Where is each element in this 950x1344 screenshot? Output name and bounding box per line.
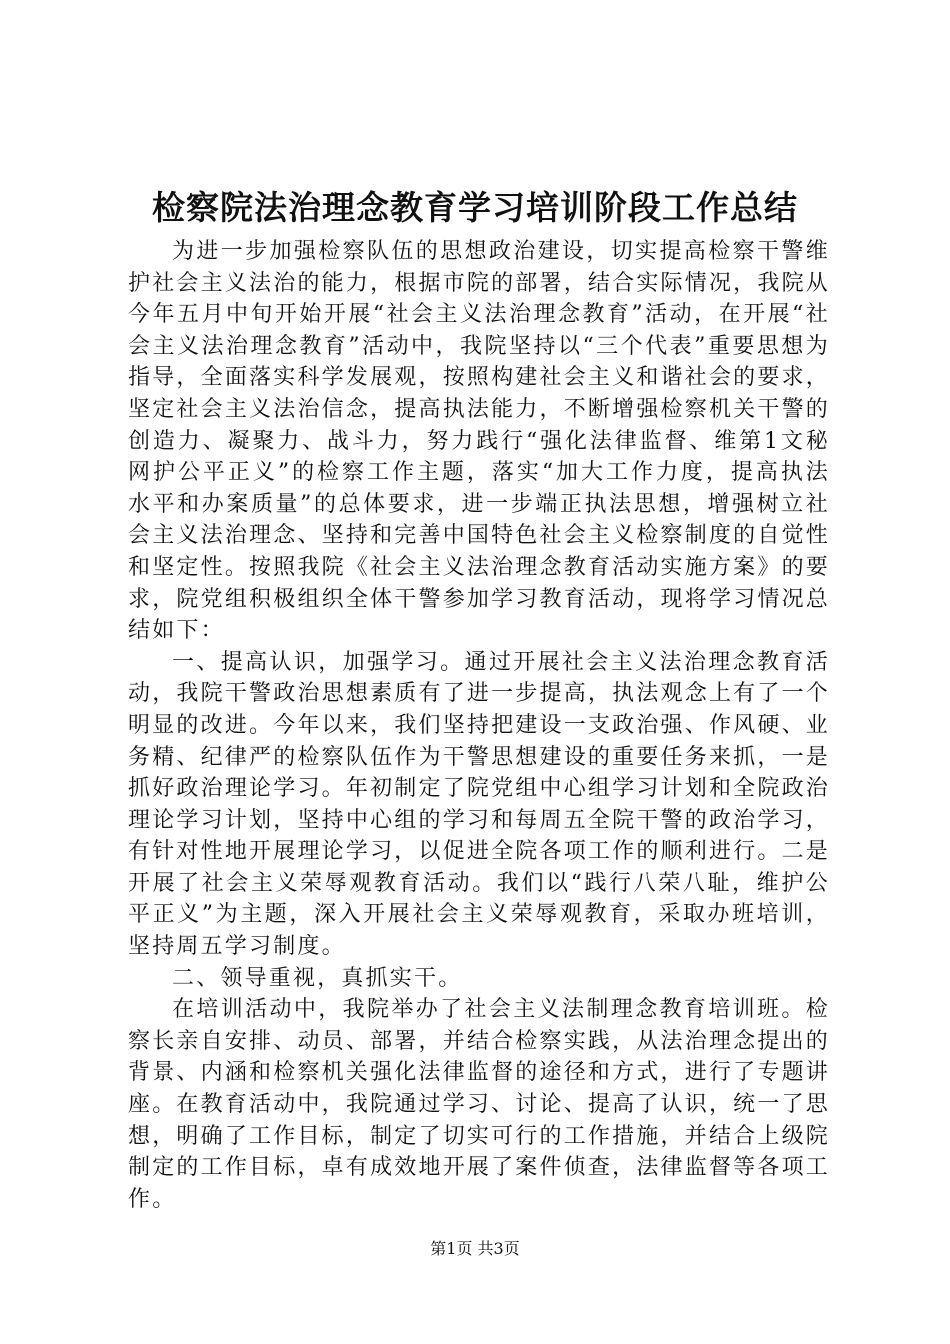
paragraph-intro: 为进一步加强检察队伍的思想政治建设，切实提高检察干警维护社会主义法治的能力，根据市院的部署，结合实际情况，我院从今年五月中旬开始开展“社会主义法治理念教育”活动，在开展“社会主义法治理念教育”活动中，我院坚持以“三个代表”重要思想为指导，全面落实科学发展观，按照构建社会主义和谐社会的要求，坚定社会主义法治信念，提高执法能力，不断增强检察机关干警的创造力、凝聚力、战斗力，努力践行“强化法律监督、维第1文秘网护公平正义”的检察工作主题，落实“加大工作力度，提高执法水平和办案质量”的总体要求，进一步端正执法思想，增强树立社会主义法治理念、坚持和完善中国特色社会主义检察制度的自觉性和坚定性。按照我院《社会主义法治理念教育活动实施方案》的要求，院党组积极组织全体干警参加学习教育活动，现将学习情况总结如下： [128,239,830,644]
paragraph-training: 在培训活动中，我院举办了社会主义法制理念教育培训班。检察长亲自安排、动员、部署，并结合检察实践，从法治理念提出的背景、内涵和检察机关强化法律监督的途径和方式，进行了专题讲座。在教育活动中，我院通过学习、讨论、提高了认识，统一了思想，明确了工作目标，制定了切实可行的工作措施，并结合上级院制定的工作目标，卓有成效地开展了案件侦查，法律监督等各项工作。 [128,997,830,1212]
document-title: 检察院法治理念教育学习培训阶段工作总结 [152,188,798,227]
document-body [128,236,830,1215]
page-number-footer: 第1页 共3页 [430,1239,520,1258]
section-heading-two: 二、领导重视，真抓实干。 [172,965,463,991]
paragraph-section-one: 一、提高认识，加强学习。通过开展社会主义法治理念教育活动，我院干警政治思想素质有了进一步提高，执法观念上有了一个明显的改进。今年以来，我们坚持把建设一支政治强、作风硬、业务精、纪律严的检察队伍作为干警思想建设的重要任务来抓，一是抓好政治理论学习。年初制定了院党组中心组学习计划和全院政治理论学习计划，坚持中心组的学习和每周五全院干警的政治学习，有针对性地开展理论学习，以促进全院各项工作的顺利进行。二是开展了社会主义荣辱观教育活动。我们以“践行八荣八耻，维护公平正义”为主题，深入开展社会主义荣辱观教育，采取办班培训，坚持周五学习制度。 [128,649,830,960]
